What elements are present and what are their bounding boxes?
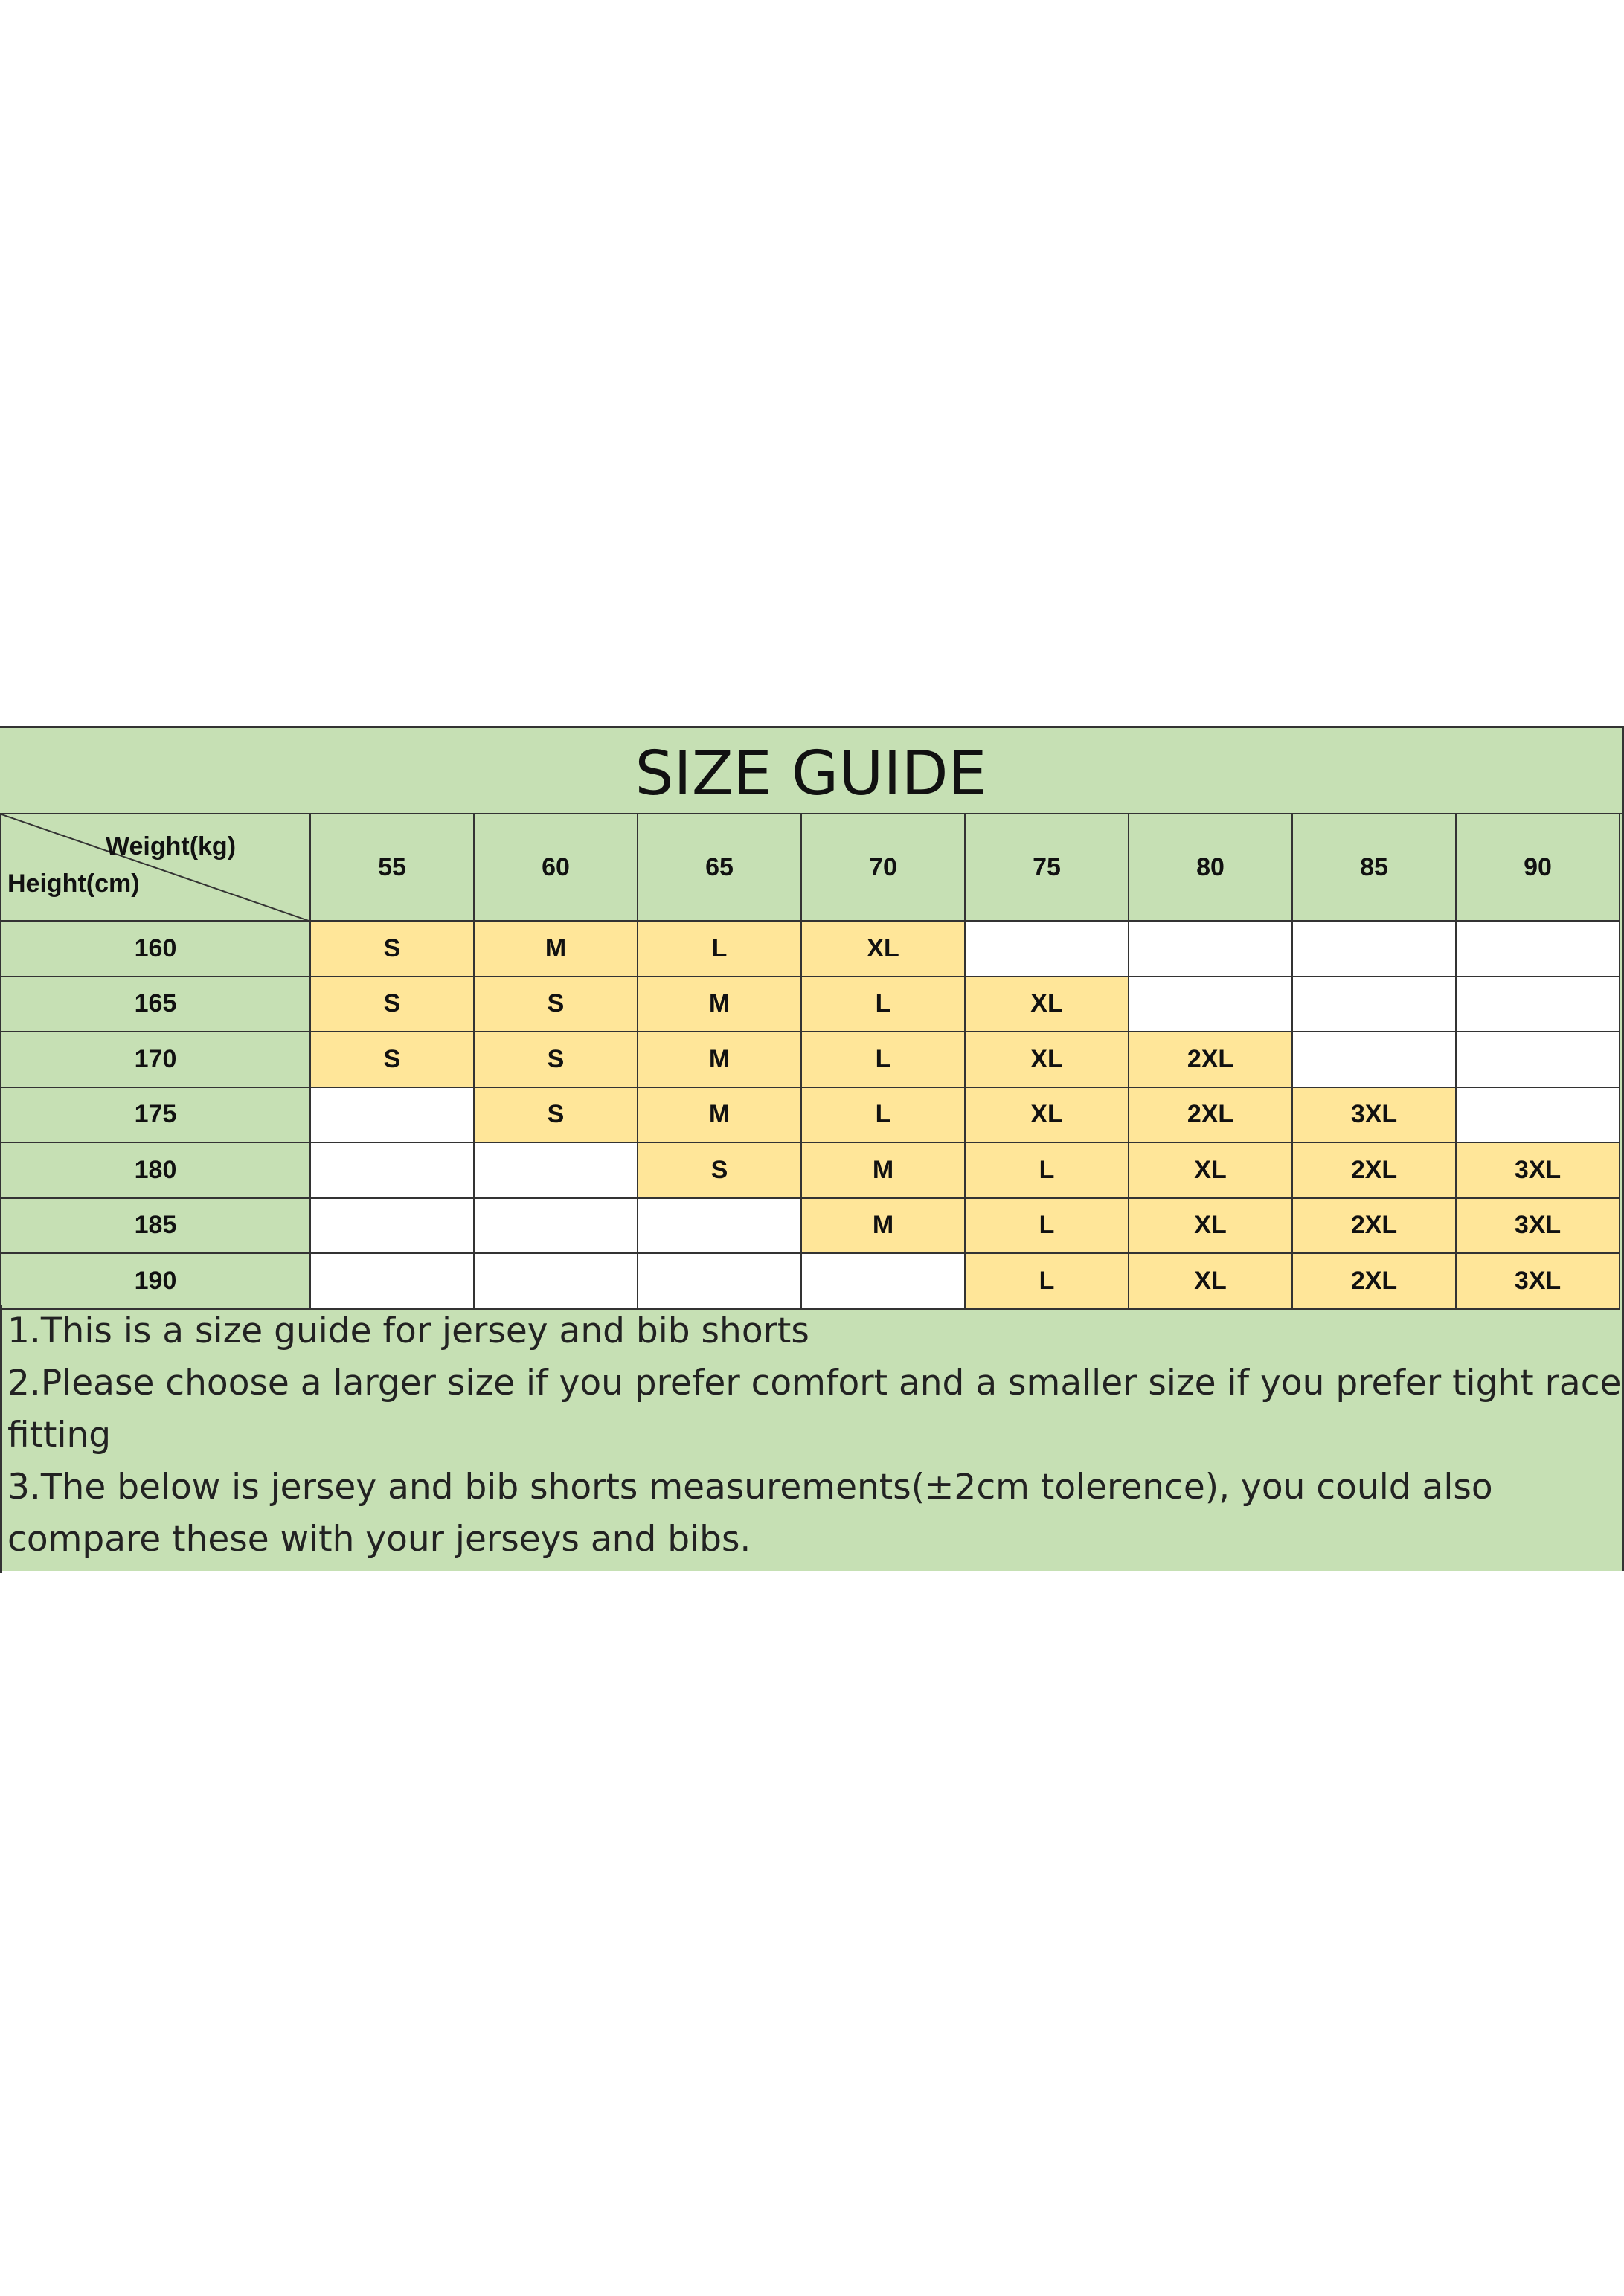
empty-cell <box>801 1253 965 1309</box>
empty-cell <box>638 1198 801 1254</box>
empty-cell <box>474 1253 638 1309</box>
corner-header <box>1 814 310 921</box>
size-cell: XL <box>965 1032 1129 1087</box>
empty-cell <box>474 1142 638 1198</box>
size-cell: 3XL <box>1456 1198 1620 1254</box>
weight-axis-label: Weight(kg) <box>106 832 237 861</box>
size-cell: XL <box>1129 1253 1292 1309</box>
size-cell: 3XL <box>1292 1087 1456 1143</box>
size-cell: 3XL <box>1456 1253 1620 1309</box>
weight-header: 75 <box>965 814 1129 921</box>
size-cell: L <box>801 1087 965 1143</box>
size-cell: M <box>474 921 638 977</box>
size-cell: L <box>801 977 965 1032</box>
table-row <box>1 921 1620 977</box>
note-item: 3.The below is jersey and bib shorts measurements(±2cm tolerence), you could also compare these with your jerseys and bibs. <box>7 1467 1493 1560</box>
height-header: 165 <box>1 977 310 1032</box>
empty-cell <box>474 1198 638 1254</box>
title-bar <box>0 728 1622 814</box>
size-cell: L <box>801 1032 965 1087</box>
empty-cell <box>1129 977 1292 1032</box>
size-cell: S <box>310 1032 474 1087</box>
size-cell: L <box>638 921 801 977</box>
weight-header: 80 <box>1129 814 1292 921</box>
size-cell: S <box>474 1032 638 1087</box>
empty-cell <box>1292 1032 1456 1087</box>
size-cell: M <box>638 1032 801 1087</box>
header-row <box>1 814 1620 921</box>
table-row <box>1 1087 1620 1143</box>
empty-cell <box>1456 921 1620 977</box>
size-cell: 2XL <box>1292 1253 1456 1309</box>
size-cell: XL <box>1129 1198 1292 1254</box>
empty-cell <box>965 921 1129 977</box>
page-title: SIZE GUIDE <box>635 738 987 809</box>
empty-cell <box>1456 1032 1620 1087</box>
size-cell: XL <box>1129 1142 1292 1198</box>
table-row <box>1 1198 1620 1254</box>
height-header: 180 <box>1 1142 310 1198</box>
weight-header: 70 <box>801 814 965 921</box>
table-row <box>1 977 1620 1032</box>
size-cell: 2XL <box>1129 1032 1292 1087</box>
empty-cell <box>310 1142 474 1198</box>
height-header: 175 <box>1 1087 310 1143</box>
size-cell: M <box>638 977 801 1032</box>
size-cell: XL <box>965 1087 1129 1143</box>
empty-cell <box>1292 977 1456 1032</box>
size-cell: M <box>638 1087 801 1143</box>
size-cell: 2XL <box>1129 1087 1292 1143</box>
size-cell: 2XL <box>1292 1142 1456 1198</box>
size-cell: 3XL <box>1456 1142 1620 1198</box>
empty-cell <box>1456 977 1620 1032</box>
size-guide-sheet <box>0 726 1624 1571</box>
table-row <box>1 1253 1620 1309</box>
empty-cell <box>1456 1087 1620 1143</box>
table-row <box>1 1142 1620 1198</box>
size-cell: L <box>965 1253 1129 1309</box>
note-item: 1.This is a size guide for jersey and bib shorts <box>7 1311 809 1351</box>
size-cell: XL <box>965 977 1129 1032</box>
height-header: 170 <box>1 1032 310 1087</box>
size-table <box>0 813 1620 1310</box>
size-cell: S <box>474 977 638 1032</box>
empty-cell <box>310 1253 474 1309</box>
diagonal-divider <box>1 814 311 922</box>
empty-cell <box>310 1198 474 1254</box>
weight-header: 85 <box>1292 814 1456 921</box>
table-row <box>1 1032 1620 1087</box>
empty-cell <box>638 1253 801 1309</box>
empty-cell <box>310 1087 474 1143</box>
size-cell: L <box>965 1198 1129 1254</box>
height-header: 185 <box>1 1198 310 1254</box>
size-cell: S <box>638 1142 801 1198</box>
size-cell: M <box>801 1142 965 1198</box>
size-cell: S <box>474 1087 638 1143</box>
size-cell: M <box>801 1198 965 1254</box>
weight-header: 90 <box>1456 814 1620 921</box>
size-cell: 2XL <box>1292 1198 1456 1254</box>
empty-cell <box>1292 921 1456 977</box>
notes <box>0 1305 1622 1566</box>
size-cell: S <box>310 977 474 1032</box>
weight-header: 60 <box>474 814 638 921</box>
size-cell: XL <box>801 921 965 977</box>
weight-header: 65 <box>638 814 801 921</box>
size-cell: S <box>310 921 474 977</box>
height-header: 190 <box>1 1253 310 1309</box>
height-header: 160 <box>1 921 310 977</box>
empty-cell <box>1129 921 1292 977</box>
height-axis-label: Height(cm) <box>7 869 140 898</box>
size-cell: L <box>965 1142 1129 1198</box>
weight-header: 55 <box>310 814 474 921</box>
note-item: 2.Please choose a larger size if you prefer comfort and a smaller size if you prefer tight race fitting <box>7 1363 1622 1456</box>
